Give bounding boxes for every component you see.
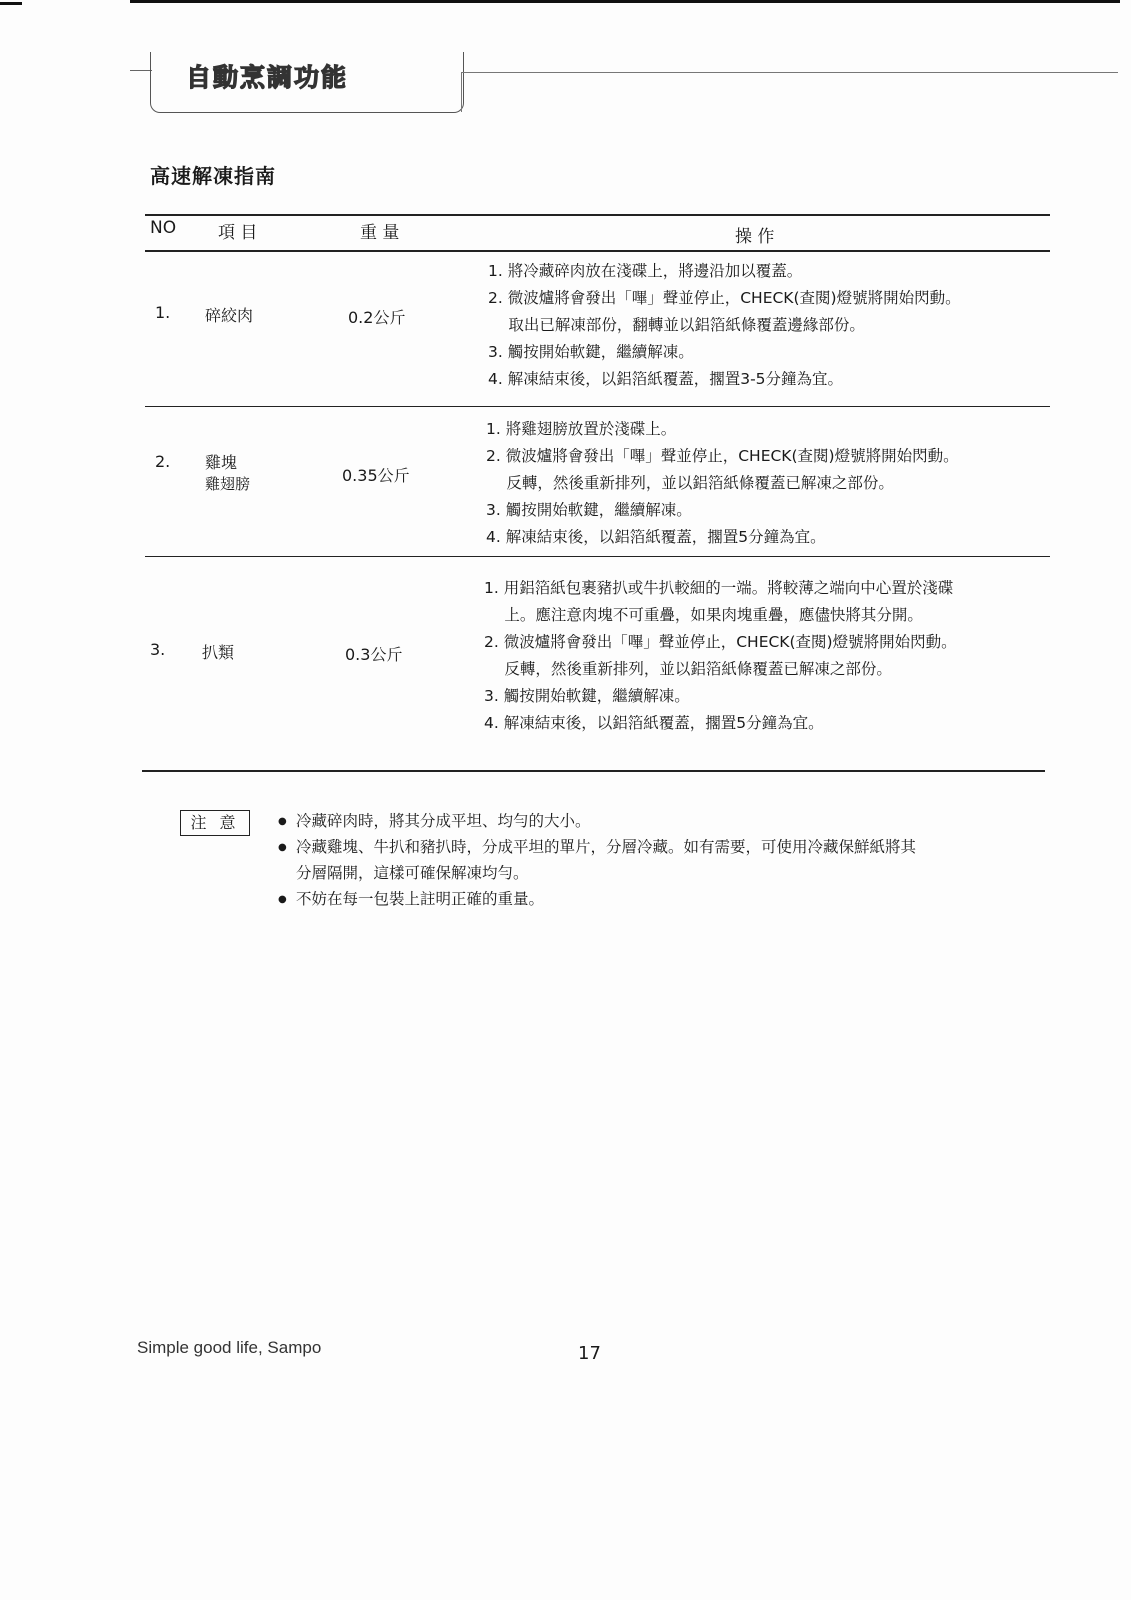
- row-divider: [145, 406, 1050, 407]
- section-tab-divider: [461, 72, 462, 112]
- row-no: 3.: [150, 640, 166, 659]
- step-line: 反轉，然後重新排列，並以鋁箔紙條覆蓋已解凍之部份。: [486, 474, 894, 492]
- header-no: NO: [150, 218, 177, 238]
- note-list: [278, 808, 916, 912]
- step-line: 2. 微波爐將會發出「嗶」聲並停止，CHECK(查閱)燈號將開始閃動。: [484, 633, 957, 651]
- row-divider: [145, 556, 1050, 557]
- top-left-mark: [0, 2, 22, 5]
- header-operation: 操 作: [735, 227, 775, 247]
- row-steps: [486, 416, 959, 551]
- step-line: 3. 觸按開始軟鍵，繼續解凍。: [488, 343, 694, 361]
- page-number: 17: [578, 1343, 601, 1364]
- note-item: ● 冷藏雞塊、牛扒和豬扒時，分成平坦的單片，分層冷藏。如有需要，可使用冷藏保鮮紙將其: [278, 834, 916, 860]
- note-label: 注 意: [180, 810, 250, 836]
- row-no: 1.: [155, 303, 171, 322]
- step-line: 3. 觸按開始軟鍵，繼續解凍。: [486, 501, 692, 519]
- header-bottom-rule: [145, 250, 1050, 252]
- row-weight: 0.35公斤: [342, 466, 410, 485]
- top-border: [130, 0, 1120, 3]
- step-line: 3. 觸按開始軟鍵，繼續解凍。: [484, 687, 690, 705]
- row-item: 碎絞肉: [205, 306, 254, 325]
- step-line: 取出已解凍部份，翻轉並以鋁箔紙條覆蓋邊緣部份。: [488, 316, 865, 334]
- note-item-continuation: 分層隔開，這樣可確保解凍均勻。: [296, 864, 529, 882]
- row-item-sub: 雞翅膀: [205, 475, 251, 493]
- step-line: 1. 用鋁箔紙包裹豬扒或牛扒較細的一端。將較薄之端向中心置於淺碟: [484, 579, 954, 597]
- step-line: 4. 解凍結束後，以鋁箔紙覆蓋，擱置3-5分鐘為宜。: [488, 370, 844, 388]
- row-weight: 0.3公斤: [345, 645, 403, 664]
- table-top-rule: [145, 214, 1050, 216]
- row-item: 扒類: [202, 643, 235, 662]
- note-item: ● 冷藏碎肉時，將其分成平坦、均勻的大小。: [278, 808, 916, 834]
- header-item: 項 目: [218, 223, 258, 243]
- footer-brand: Simple good life, Sampo: [137, 1338, 322, 1357]
- row-steps: [484, 575, 957, 737]
- page-heading: 高速解凍指南: [150, 164, 276, 188]
- note-item: ● 不妨在每一包裝上註明正確的重量。: [278, 886, 916, 912]
- step-line: 4. 解凍結束後，以鋁箔紙覆蓋，擱置5分鐘為宜。: [484, 714, 824, 732]
- step-line: 1. 將冷藏碎肉放在淺碟上，將邊沿加以覆蓋。: [488, 262, 803, 280]
- section-title: 自動烹調功能: [186, 63, 349, 92]
- step-line: 反轉，然後重新排列，並以鋁箔紙條覆蓋已解凍之部份。: [484, 660, 892, 678]
- step-line: 2. 微波爐將會發出「嗶」聲並停止，CHECK(查閱)燈號將開始閃動。: [488, 289, 961, 307]
- header-weight: 重 量: [360, 223, 400, 243]
- step-line: 4. 解凍結束後，以鋁箔紙覆蓋，擱置5分鐘為宜。: [486, 528, 826, 546]
- step-line: 上。應注意肉塊不可重疊，如果肉塊重疊，應儘快將其分開。: [484, 606, 923, 624]
- section-header-line: [462, 72, 1118, 73]
- row-steps: [488, 258, 961, 393]
- step-line: 1. 將雞翅膀放置於淺碟上。: [486, 420, 677, 438]
- section-tab-line: [130, 70, 152, 71]
- table-bottom-rule: [142, 770, 1045, 772]
- step-line: 2. 微波爐將會發出「嗶」聲並停止，CHECK(查閱)燈號將開始閃動。: [486, 447, 959, 465]
- row-weight: 0.2公斤: [348, 308, 406, 327]
- row-item: 雞塊: [205, 453, 238, 472]
- row-no: 2.: [155, 452, 171, 471]
